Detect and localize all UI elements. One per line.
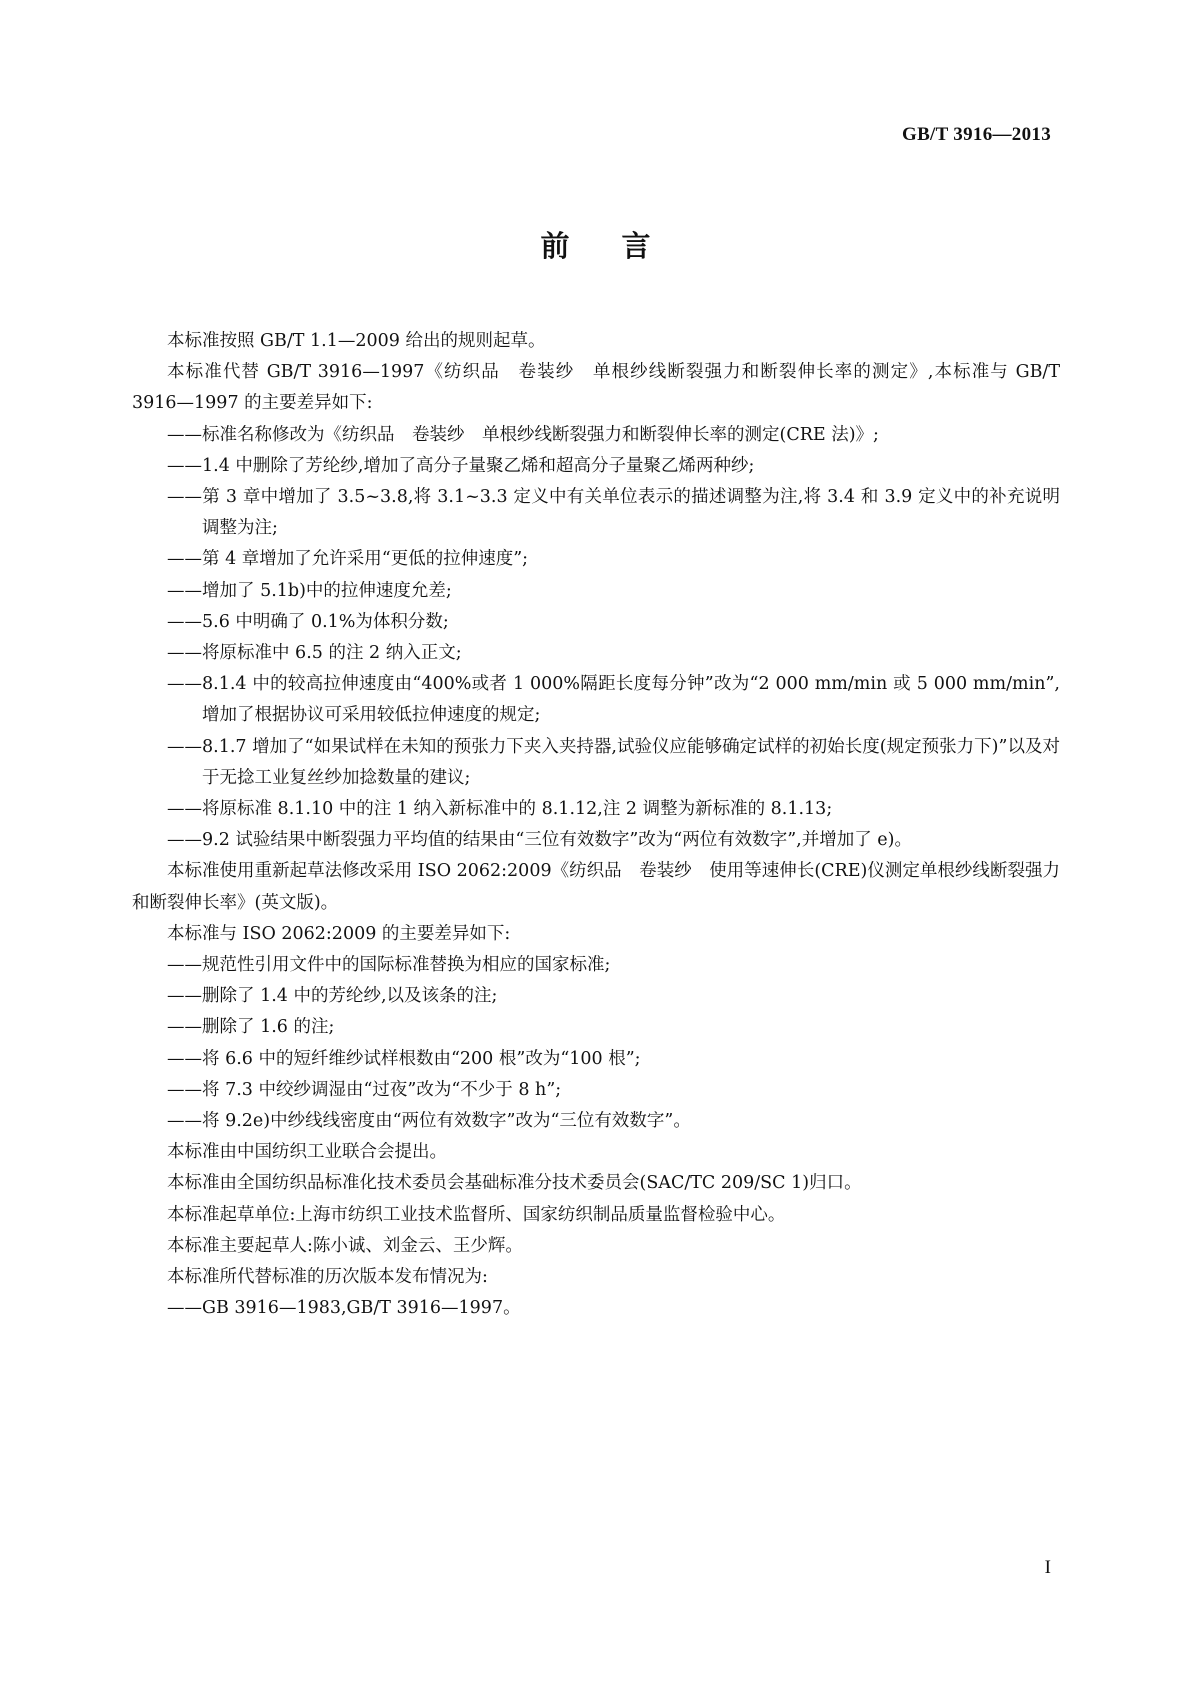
- list-item: ——将原标准 8.1.10 中的注 1 纳入新标准中的 8.1.12,注 2 调整为新标准的 8.1.13;: [167, 799, 833, 820]
- page-title: 前言: [540, 229, 703, 263]
- list-item: ——第 3 章中增加了 3.5~3.8,将 3.1~3.3 定义中有关单位表示的描述调整为注,将 3.4 和 3.9 定义中的补充说明调整为注;: [167, 487, 1060, 539]
- paragraph: 本标准起草单位:上海市纺织工业技术监督所、国家纺织制品质量监督检验中心。: [167, 1204, 786, 1225]
- paragraph: 本标准按照 GB/T 1.1—2009 给出的规则起草。: [167, 331, 546, 351]
- list-item: ——8.1.4 中的较高拉伸速度由“400%或者 1 000%隔距长度每分钟”改为“2 000 mm/min 或 5 000 mm/min”,增加了根据协议可采用较低拉伸速度的规定;: [167, 674, 1060, 726]
- list-item: ——5.6 中明确了 0.1%为体积分数;: [167, 611, 449, 632]
- standard-number: GB/T 3916—2013: [901, 124, 1051, 145]
- list-item: ——将 9.2e)中纱线线密度由“两位有效数字”改为“三位有效数字”。: [167, 1111, 691, 1132]
- paragraph: 本标准主要起草人:陈小诚、刘金云、王少辉。: [167, 1235, 523, 1256]
- list-item: ——GB 3916—1983,GB/T 3916—1997。: [167, 1298, 521, 1319]
- list-item: ——将 6.6 中的短纤维纱试样根数由“200 根”改为“100 根”;: [167, 1048, 641, 1069]
- paragraph: 本标准使用重新起草法修改采用 ISO 2062:2009《纺织品 卷装纱 使用等速伸长(CRE)仪测定单根纱线断裂强力和断裂伸长率》(英文版)。: [132, 861, 1060, 913]
- list-item: ——8.1.7 增加了“如果试样在未知的预张力下夹入夹持器,试验仪应能够确定试样的初始长度(规定预张力下)”以及对于无捻工业复丝纱加捻数量的建议;: [167, 736, 1060, 788]
- page-number: I: [1044, 1557, 1051, 1578]
- list-item: ——9.2 试验结果中断裂强力平均值的结果由“三位有效数字”改为“两位有效数字”,并增加了 e)。: [167, 830, 912, 851]
- list-item: ——增加了 5.1b)中的拉伸速度允差;: [167, 580, 452, 601]
- paragraph: 本标准代替 GB/T 3916—1997《纺织品 卷装纱 单根纱线断裂强力和断裂伸长率的测定》,本标准与 GB/T 3916—1997 的主要差异如下:: [132, 362, 1060, 414]
- paragraph: 本标准由全国纺织品标准化技术委员会基础标准分技术委员会(SAC/TC 209/SC 1)归口。: [167, 1173, 862, 1194]
- list-item: ——将原标准中 6.5 的注 2 纳入正文;: [167, 643, 462, 664]
- paragraph: 本标准与 ISO 2062:2009 的主要差异如下:: [167, 923, 511, 944]
- paragraph: 本标准所代替标准的历次版本发布情况为:: [167, 1267, 488, 1288]
- list-item: ——1.4 中删除了芳纶纱,增加了高分子量聚乙烯和超高分子量聚乙烯两种纱;: [167, 455, 755, 476]
- foreword-body: [132, 326, 1060, 1325]
- list-item: ——规范性引用文件中的国际标准替换为相应的国家标准;: [167, 955, 611, 976]
- list-item: ——删除了 1.6 的注;: [167, 1017, 335, 1038]
- list-item: ——将 7.3 中绞纱调湿由“过夜”改为“不少于 8 h”;: [167, 1079, 562, 1100]
- list-item: ——标准名称修改为《纺织品 卷装纱 单根纱线断裂强力和断裂伸长率的测定(CRE 法)》;: [167, 424, 879, 445]
- list-item: ——第 4 章增加了允许采用“更低的拉伸速度”;: [167, 549, 529, 570]
- paragraph: 本标准由中国纺织工业联合会提出。: [167, 1142, 447, 1163]
- list-item: ——删除了 1.4 中的芳纶纱,以及该条的注;: [167, 986, 498, 1007]
